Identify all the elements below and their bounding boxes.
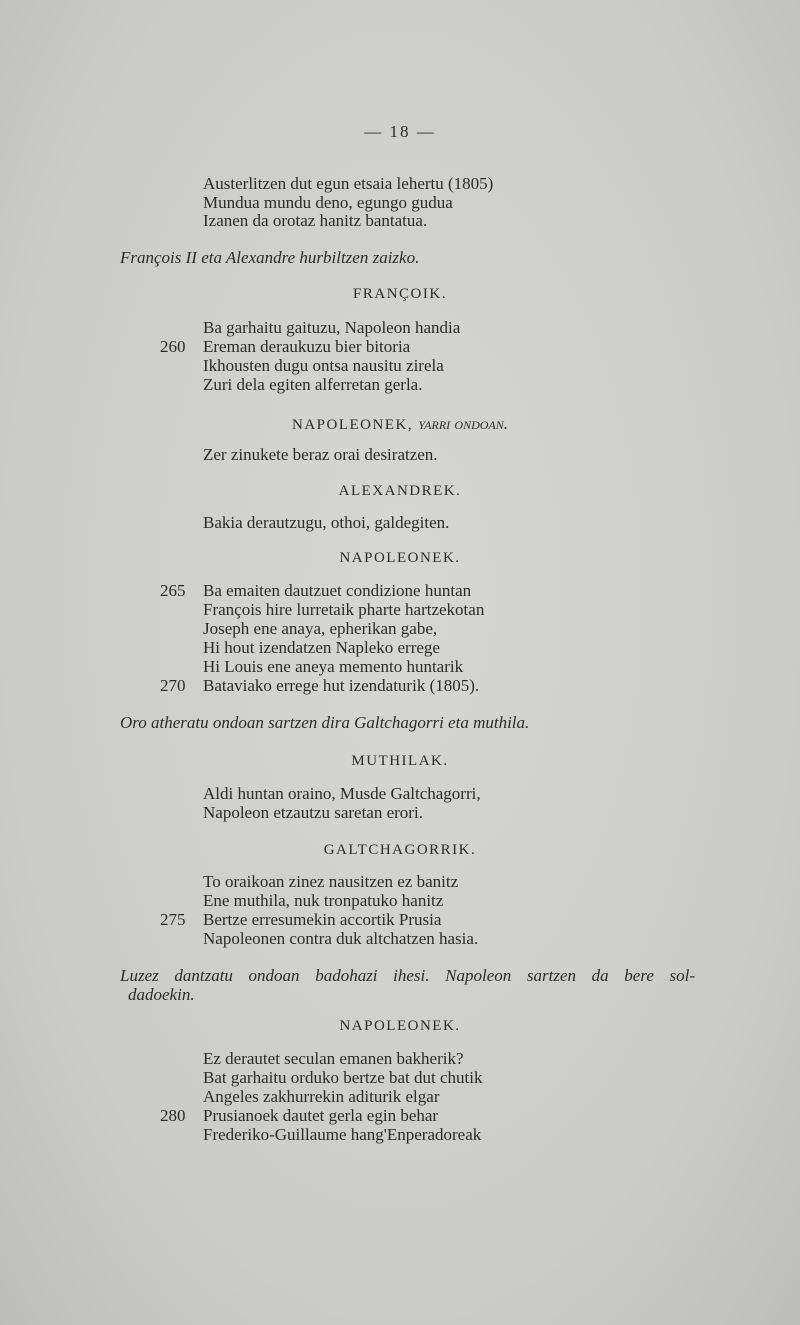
stage-direction: Luzez dantzatu ondoan badohazi ihesi. Napoleon sartzen da bere sol-: [120, 966, 695, 985]
line-number: 275: [160, 910, 186, 929]
verse-line: Bataviako errege hut izendaturik (1805).: [203, 676, 480, 695]
speaker-label: NAPOLEONEK,: [292, 417, 414, 433]
verse-line: Bertze erresumekin accortik Prusia: [203, 910, 442, 929]
stage-direction: Oro atheratu ondoan sartzen dira Galtchagorri eta muthila.: [120, 713, 530, 732]
verse-line: To oraikoan zinez nausitzen ez banitz: [203, 872, 459, 891]
verse-line: Prusianoek dautet gerla egin behar: [203, 1106, 439, 1125]
speaker-name: NAPOLEONEK.: [339, 1018, 461, 1034]
speaker-name: [0, 414, 800, 434]
verse-line: Joseph ene anaya, epherikan gabe,: [203, 619, 438, 638]
verse-line: Aldi huntan oraino, Musde Galtchagorri,: [203, 784, 481, 803]
verse-line: Angeles zakhurrekin aditurik elgar: [203, 1087, 440, 1106]
verse-line: Ba garhaitu gaituzu, Napoleon handia: [203, 318, 461, 337]
line-number: 280: [160, 1106, 186, 1125]
speaker-note: yarri ondoan.: [418, 414, 508, 433]
verse-line: Napoleon etzautzu saretan erori.: [203, 803, 423, 822]
speaker-name: MUTHILAK.: [351, 753, 449, 769]
page-number: — 18 —: [364, 122, 436, 141]
stage-direction: François II eta Alexandre hurbiltzen zaizko.: [120, 248, 420, 267]
verse-line: Ba emaiten dautzuet condizione huntan: [203, 581, 472, 600]
verse-line: Bakia derautzugu, othoi, galdegiten.: [203, 513, 450, 532]
verse-line: Napoleonen contra duk altchatzen hasia.: [203, 929, 479, 948]
line-number: 270: [160, 676, 186, 695]
speaker-name: ALEXANDREK.: [338, 483, 462, 499]
verse-line: Ene muthila, nuk tronpatuko hanitz: [203, 891, 444, 910]
verse-line: Zer zinukete beraz orai desiratzen.: [203, 445, 438, 464]
verse-line: Hi hout izendatzen Napleko errege: [203, 638, 440, 657]
line-number: 265: [160, 581, 186, 600]
verse-line: Hi Louis ene aneya memento huntarik: [203, 657, 464, 676]
speaker-name: GALTCHAGORRIK.: [323, 842, 477, 858]
verse-line: Frederiko-Guillaume hang'Enperadoreak: [203, 1125, 482, 1144]
stage-direction: dadoekin.: [128, 985, 195, 1004]
verse-line: Austerlitzen dut egun etsaia lehertu (1805): [203, 174, 494, 193]
verse-line: Izanen da orotaz hanitz bantatua.: [203, 211, 428, 230]
verse-line: Ereman deraukuzu bier bitoria: [203, 337, 411, 356]
speaker-name: NAPOLEONEK.: [339, 550, 461, 566]
verse-line: Mundua mundu deno, egungo gudua: [203, 193, 453, 212]
verse-line: Bat garhaitu orduko bertze bat dut chutik: [203, 1068, 483, 1087]
verse-line: Zuri dela egiten alferretan gerla.: [203, 375, 423, 394]
speaker-name: FRANÇOIK.: [353, 286, 447, 302]
verse-line: Ez derautet seculan emanen bakherik?: [203, 1049, 464, 1068]
verse-line: François hire lurretaik pharte hartzekotan: [203, 600, 485, 619]
verse-line: Ikhousten dugu ontsa nausitu zirela: [203, 356, 444, 375]
line-number: 260: [160, 337, 186, 356]
